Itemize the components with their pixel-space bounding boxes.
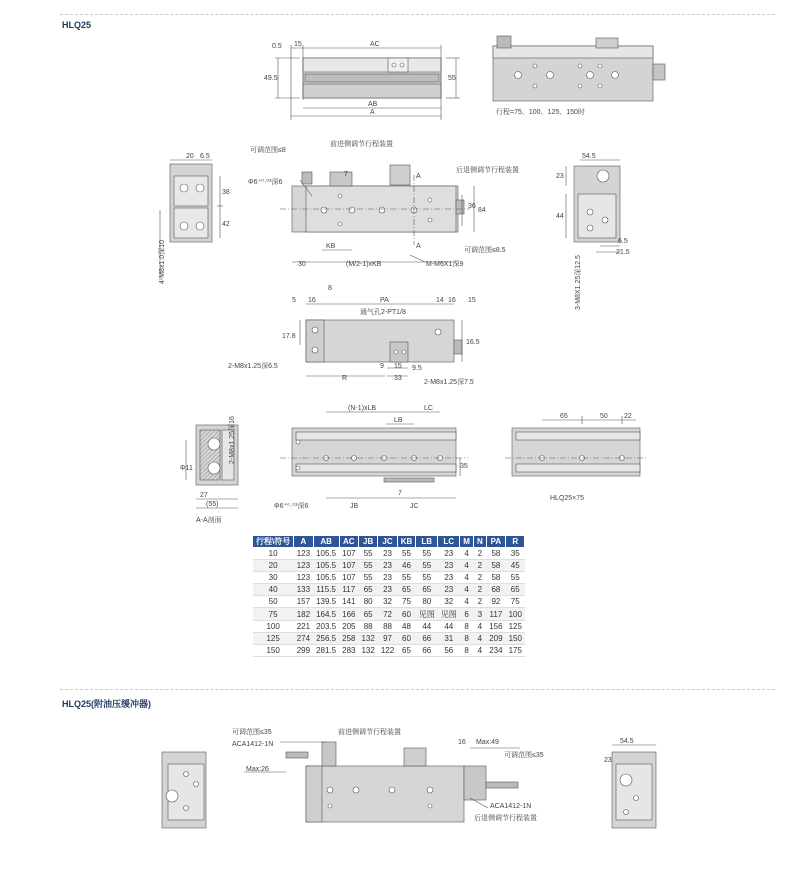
section-label: A-A剖面 bbox=[196, 517, 222, 524]
table-cell: 132 bbox=[358, 632, 377, 644]
table-cell: 125 bbox=[253, 632, 294, 644]
view-right-end bbox=[566, 160, 620, 252]
table-cell: 20 bbox=[253, 560, 294, 572]
table-cell: 60 bbox=[397, 608, 416, 620]
table-row bbox=[253, 596, 525, 608]
table-cell: 见图 bbox=[416, 608, 438, 620]
table-cell: 65 bbox=[358, 608, 377, 620]
table-cell: 156 bbox=[486, 620, 505, 632]
table-cell: 50 bbox=[253, 596, 294, 608]
table-cell: 107 bbox=[339, 548, 358, 560]
dim-label: 30 bbox=[298, 261, 306, 268]
table-cell: 56 bbox=[438, 644, 460, 656]
table-cell: 48 bbox=[397, 620, 416, 632]
view-bottom bbox=[280, 412, 468, 498]
dim-label: 16 bbox=[308, 297, 316, 304]
table-cell: 123 bbox=[294, 572, 313, 584]
dim-label: 42 bbox=[222, 221, 230, 228]
table-cell: 66 bbox=[416, 632, 438, 644]
table-cell: 141 bbox=[339, 596, 358, 608]
dim-label: Max:49 bbox=[476, 739, 499, 746]
dim-label: 38 bbox=[222, 189, 230, 196]
table-cell: 45 bbox=[506, 560, 525, 572]
dim-label: 9.5 bbox=[412, 365, 422, 372]
table-cell: 23 bbox=[438, 548, 460, 560]
table-row bbox=[253, 632, 525, 644]
table-cell: 23 bbox=[378, 548, 397, 560]
view2-right-end bbox=[612, 745, 656, 828]
view-top-right bbox=[493, 36, 665, 101]
section-mark: A bbox=[416, 243, 421, 250]
table-cell: 58 bbox=[486, 548, 505, 560]
note-pin-hole: Φ6⁺⁰·⁰³深6 bbox=[248, 179, 283, 186]
note-pin-hole: Φ6⁺⁰·⁰³深6 bbox=[274, 503, 309, 510]
table-cell: 123 bbox=[294, 548, 313, 560]
table-cell: 75 bbox=[253, 608, 294, 620]
view-caption: HLQ25×75 bbox=[550, 495, 585, 502]
table-cell: 122 bbox=[378, 644, 397, 656]
table-cell: 72 bbox=[378, 608, 397, 620]
table-cell: 8 bbox=[460, 644, 474, 656]
table-cell: 175 bbox=[506, 644, 525, 656]
dim-label: 6.5 bbox=[200, 153, 210, 160]
table-row bbox=[253, 584, 525, 596]
dim-label: (M/2-1)xKB bbox=[346, 261, 382, 268]
table-cell: 221 bbox=[294, 620, 313, 632]
table-cell: 4 bbox=[460, 572, 474, 584]
dim-label: 84 bbox=[478, 207, 486, 214]
shock-absorber-label: ACA1412-1N bbox=[490, 803, 532, 810]
table-cell: 75 bbox=[506, 596, 525, 608]
table-cell: 117 bbox=[486, 608, 505, 620]
spec-table bbox=[252, 535, 525, 657]
note-front-adjuster: 前进侧调节行程装置 bbox=[330, 141, 393, 148]
dim-label: 15 bbox=[468, 297, 476, 304]
dim-label: 35 bbox=[460, 463, 468, 470]
table-cell: 299 bbox=[294, 644, 313, 656]
header-cell: JB bbox=[358, 536, 377, 548]
dim-label: R bbox=[342, 375, 348, 382]
table-cell: 209 bbox=[486, 632, 505, 644]
table-cell: 58 bbox=[486, 560, 505, 572]
table-cell: 55 bbox=[397, 548, 416, 560]
header-cell: M bbox=[460, 536, 474, 548]
table-cell: 4 bbox=[473, 620, 486, 632]
dim-label: 16.5 bbox=[466, 339, 480, 346]
table-cell: 55 bbox=[358, 572, 377, 584]
dim-label: 8 bbox=[328, 285, 332, 292]
table-row bbox=[253, 560, 525, 572]
table-cell: 35 bbox=[506, 548, 525, 560]
table-cell: 107 bbox=[339, 572, 358, 584]
table-cell: 4 bbox=[460, 584, 474, 596]
section-divider bbox=[60, 689, 775, 690]
table-cell: 44 bbox=[438, 620, 460, 632]
dim-label: 16 bbox=[448, 297, 456, 304]
header-cell: KB bbox=[397, 536, 416, 548]
table-cell: 123 bbox=[294, 560, 313, 572]
table-cell: 23 bbox=[438, 584, 460, 596]
header-cell: R bbox=[506, 536, 525, 548]
dim-label: 5 bbox=[292, 297, 296, 304]
table-cell: 283 bbox=[339, 644, 358, 656]
table-cell: 132 bbox=[358, 644, 377, 656]
table-cell: 40 bbox=[253, 584, 294, 596]
dim-label: 9 bbox=[380, 363, 384, 370]
table-cell: 65 bbox=[397, 644, 416, 656]
dim-label: 21.5 bbox=[616, 249, 630, 256]
section-mark: A bbox=[416, 173, 421, 180]
view-top-elevation bbox=[275, 45, 460, 120]
table-cell: 58 bbox=[486, 572, 505, 584]
dim-label: 22 bbox=[624, 413, 632, 420]
dim-label: 50 bbox=[600, 413, 608, 420]
table-cell: 234 bbox=[486, 644, 505, 656]
dim-label: (55) bbox=[206, 501, 219, 508]
stroke-note: 行程=75、100、125、150时 bbox=[496, 109, 585, 116]
table-cell: 80 bbox=[358, 596, 377, 608]
table-cell: 66 bbox=[416, 644, 438, 656]
table-cell: 150 bbox=[506, 632, 525, 644]
table-cell: 32 bbox=[378, 596, 397, 608]
dim-label: 6.5 bbox=[618, 238, 628, 245]
header-cell: LC bbox=[438, 536, 460, 548]
table-cell: 65 bbox=[358, 584, 377, 596]
table-cell: 107 bbox=[339, 560, 358, 572]
table-cell: 4 bbox=[460, 596, 474, 608]
dim-label: Φ11 bbox=[180, 465, 193, 472]
note-adjust-range: 可调范围≤35 bbox=[232, 729, 272, 736]
table-cell: 30 bbox=[253, 572, 294, 584]
table-cell: 44 bbox=[416, 620, 438, 632]
table-row bbox=[253, 548, 525, 560]
table-cell: 2 bbox=[473, 596, 486, 608]
table-cell: 2 bbox=[473, 584, 486, 596]
table-row bbox=[253, 608, 525, 620]
dim-label: A bbox=[370, 109, 375, 116]
dim-label: 7 bbox=[344, 171, 348, 178]
view2-left-end bbox=[162, 752, 206, 828]
header-cell: 行程\符号 bbox=[253, 536, 294, 548]
table-cell: 133 bbox=[294, 584, 313, 596]
table-cell: 65 bbox=[506, 584, 525, 596]
table-cell: 2 bbox=[473, 572, 486, 584]
dim-label: KB bbox=[326, 243, 336, 250]
dim-label: 16 bbox=[458, 739, 466, 746]
table-cell: 157 bbox=[294, 596, 313, 608]
table-cell: 31 bbox=[438, 632, 460, 644]
view2-main bbox=[244, 742, 520, 822]
tapped-hole-note: 2-M8x1.25深6.5 bbox=[228, 363, 278, 370]
table-cell: 105.5 bbox=[313, 560, 339, 572]
dim-label: 36 bbox=[468, 203, 476, 210]
table-cell: 65 bbox=[416, 584, 438, 596]
table-cell: 55 bbox=[358, 560, 377, 572]
table-cell: 65 bbox=[397, 584, 416, 596]
table-cell: 10 bbox=[253, 548, 294, 560]
note-rear-adjuster: 后退侧调节行程装置 bbox=[456, 167, 519, 174]
dim-label: 20 bbox=[186, 153, 194, 160]
tapped-hole-note: 2-M8x1.25深7.5 bbox=[424, 379, 474, 386]
note-front-adjuster: 前进侧调节行程装置 bbox=[338, 729, 401, 736]
dim-label: LB bbox=[394, 417, 403, 424]
dim-label: PA bbox=[380, 297, 389, 304]
dim-label: 44 bbox=[556, 213, 564, 220]
note-adjust-range: 可调范围≤35 bbox=[504, 752, 544, 759]
note-adjust-range: 可调范围≤8.5 bbox=[464, 247, 506, 254]
dim-label: JC bbox=[410, 503, 419, 510]
note-adjust-range: 可调范围≤8 bbox=[250, 147, 286, 154]
table-cell: 258 bbox=[339, 632, 358, 644]
tapped-hole-note: 3-M8X1.25深12.5 bbox=[575, 255, 582, 310]
table-cell: 88 bbox=[358, 620, 377, 632]
table-cell: 105.5 bbox=[313, 572, 339, 584]
view-hlq25x75 bbox=[505, 416, 648, 476]
table-cell: 205 bbox=[339, 620, 358, 632]
dim-label: AB bbox=[368, 101, 378, 108]
header-cell: A bbox=[294, 536, 313, 548]
dim-label: 15 bbox=[294, 41, 302, 48]
dim-label: 23 bbox=[604, 757, 612, 764]
header-cell: N bbox=[473, 536, 486, 548]
dim-label: 15 bbox=[394, 363, 402, 370]
note-rear-adjuster: 后退侧调节行程装置 bbox=[474, 815, 537, 822]
note-vent: 通气孔2-PT1/8 bbox=[360, 309, 406, 316]
dim-label: LC bbox=[424, 405, 433, 412]
table-cell: 4 bbox=[473, 644, 486, 656]
table-cell: 60 bbox=[397, 632, 416, 644]
table-cell: 166 bbox=[339, 608, 358, 620]
table-cell: 105.5 bbox=[313, 548, 339, 560]
table-cell: 80 bbox=[416, 596, 438, 608]
table-cell: 125 bbox=[506, 620, 525, 632]
table-cell: 23 bbox=[438, 572, 460, 584]
table-cell: 2 bbox=[473, 548, 486, 560]
tapped-hole-note: M-M6X1深9 bbox=[426, 261, 464, 268]
dim-label: 65 bbox=[560, 413, 568, 420]
dim-label: 23 bbox=[556, 173, 564, 180]
table-cell: 75 bbox=[397, 596, 416, 608]
table-cell: 55 bbox=[416, 560, 438, 572]
table-cell: 8 bbox=[460, 620, 474, 632]
table-cell: 55 bbox=[506, 572, 525, 584]
table-cell: 97 bbox=[378, 632, 397, 644]
table-cell: 139.5 bbox=[313, 596, 339, 608]
dim-label: (N-1)xLB bbox=[348, 405, 377, 412]
table-cell: 32 bbox=[438, 596, 460, 608]
table-cell: 55 bbox=[397, 572, 416, 584]
header-cell: AC bbox=[339, 536, 358, 548]
view-left-end bbox=[160, 160, 223, 280]
table-cell: 55 bbox=[416, 548, 438, 560]
dim-label: 49.5 bbox=[264, 75, 278, 82]
dim-label: 17.8 bbox=[282, 333, 296, 340]
header-cell: PA bbox=[486, 536, 505, 548]
header-cell: LB bbox=[416, 536, 438, 548]
spec-table-body bbox=[253, 548, 525, 657]
dim-label: 0.5 bbox=[272, 43, 282, 50]
table-cell: 68 bbox=[486, 584, 505, 596]
dim-label: 54.5 bbox=[582, 153, 596, 160]
table-cell: 2 bbox=[473, 560, 486, 572]
dim-label: 33 bbox=[394, 375, 402, 382]
table-cell: 203.5 bbox=[313, 620, 339, 632]
table-cell: 274 bbox=[294, 632, 313, 644]
table-cell: 4 bbox=[473, 632, 486, 644]
table-cell: 88 bbox=[378, 620, 397, 632]
table-cell: 23 bbox=[378, 584, 397, 596]
dim-label: AC bbox=[370, 41, 380, 48]
table-cell: 见图 bbox=[438, 608, 460, 620]
table-cell: 23 bbox=[378, 560, 397, 572]
table-cell: 182 bbox=[294, 608, 313, 620]
table-cell: 55 bbox=[416, 572, 438, 584]
table-cell: 6 bbox=[460, 608, 474, 620]
dim-label: Max:26 bbox=[246, 766, 269, 773]
header-cell: AB bbox=[313, 536, 339, 548]
table-cell: 115.5 bbox=[313, 584, 339, 596]
section-title-buffer: HLQ25(附油压缓冲器) bbox=[62, 699, 152, 709]
table-cell: 3 bbox=[473, 608, 486, 620]
header-cell: JC bbox=[378, 536, 397, 548]
spec-table-header bbox=[253, 536, 525, 548]
view-main-plan bbox=[280, 165, 474, 262]
table-cell: 4 bbox=[460, 548, 474, 560]
table-cell: 100 bbox=[506, 608, 525, 620]
section-title: HLQ25 bbox=[62, 20, 92, 30]
table-cell: 46 bbox=[397, 560, 416, 572]
table-cell: 92 bbox=[486, 596, 505, 608]
table-cell: 4 bbox=[460, 560, 474, 572]
table-cell: 23 bbox=[378, 572, 397, 584]
table-cell: 150 bbox=[253, 644, 294, 656]
dim-label: 54.5 bbox=[620, 738, 634, 745]
table-cell: 256.5 bbox=[313, 632, 339, 644]
table-cell: 164.5 bbox=[313, 608, 339, 620]
dim-label: 27 bbox=[200, 492, 208, 499]
dim-label: 14 bbox=[436, 297, 444, 304]
table-cell: 100 bbox=[253, 620, 294, 632]
tapped-hole-note: 4-M8x1.0深10 bbox=[159, 240, 166, 284]
dim-label: 55 bbox=[448, 75, 456, 82]
table-row bbox=[253, 620, 525, 632]
table-row bbox=[253, 572, 525, 584]
table-cell: 8 bbox=[460, 632, 474, 644]
table-cell: 55 bbox=[358, 548, 377, 560]
dim-label: 7 bbox=[398, 490, 402, 497]
table-cell: 117 bbox=[339, 584, 358, 596]
dim-label: JB bbox=[350, 503, 359, 510]
table-cell: 23 bbox=[438, 560, 460, 572]
shock-absorber-label: ACA1412-1N bbox=[232, 741, 274, 748]
table-cell: 281.5 bbox=[313, 644, 339, 656]
tapped-hole-note: 2-M8x1.25深16 bbox=[229, 416, 236, 464]
table-row bbox=[253, 644, 525, 656]
